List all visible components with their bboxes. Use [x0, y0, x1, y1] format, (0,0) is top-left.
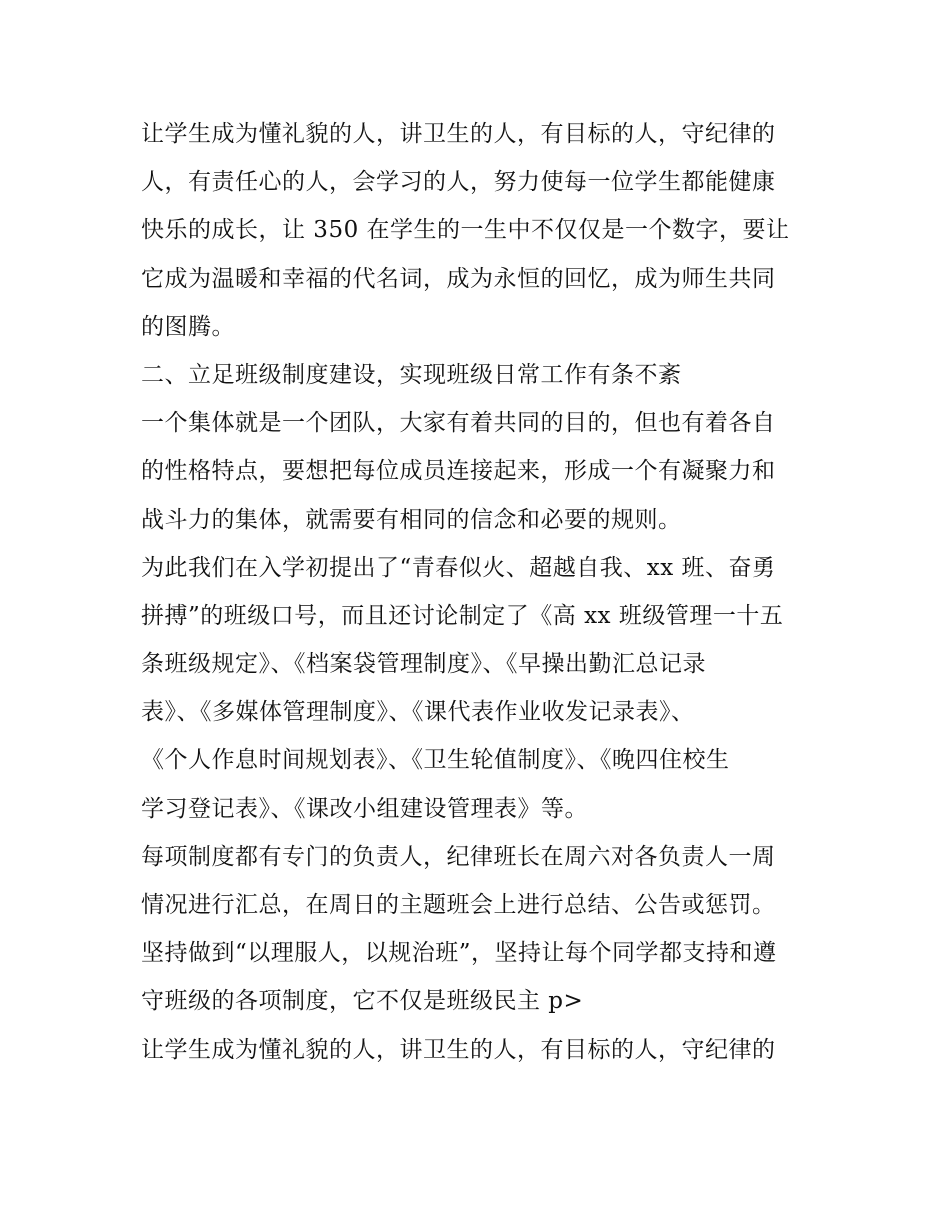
document-body	[141, 110, 821, 1074]
text-line: 情况进行汇总，在周日的主题班会上进行总结、公告或惩罚。	[141, 892, 776, 918]
text-line: 让学生成为懂礼貌的人，讲卫生的人，有目标的人，守纪律的	[141, 121, 776, 147]
text-line: 拼搏”的班级口号，而且还讨论制定了《高 xx 班级管理一十五	[141, 602, 784, 629]
text-line: 坚持做到“以理服人，以规治班”，坚持让每个同学都支持和遵	[141, 940, 777, 967]
text-line: 快乐的成长，让 350 在学生的一生中不仅仅是一个数字，要让	[141, 217, 790, 244]
text-line: 为此我们在入学初提出了“青春似火、超越自我、xx 班、奋勇	[141, 554, 776, 581]
text-line: 让学生成为懂礼貌的人，讲卫生的人，有目标的人，守纪律的	[141, 1036, 776, 1063]
text-line: 的图腾。	[141, 313, 235, 340]
text-line: 学习登记表》、《课改小组建设管理表》等。	[141, 795, 588, 822]
text-line: 《个人作息时间规划表》、《卫生轮值制度》、《晚四住校生	[141, 747, 730, 774]
text-line: 每项制度都有专门的负责人，纪律班长在周六对各负责人一周	[141, 843, 776, 870]
text-line: 人，有责任心的人，会学习的人，努力使每一位学生都能健康	[141, 169, 776, 196]
section-heading: 二、立足班级制度建设，实现班级日常工作有条不紊	[141, 361, 682, 388]
text-line: 条班级规定》、《档案袋管理制度》、《早操出勤汇总记录	[141, 651, 706, 678]
text-line: 表》、《多媒体管理制度》、《课代表作业收发记录表》、	[141, 699, 695, 726]
text-line: 战斗力的集体，就需要有相同的信念和必要的规则。	[141, 506, 682, 533]
text-line: 一个集体就是一个团队，大家有着共同的目的，但也有着各自	[141, 410, 776, 437]
text-line: 守班级的各项制度，它不仅是班级民主 p>	[141, 988, 584, 1015]
text-line: 的性格特点，要想把每位成员连接起来，形成一个有凝聚力和	[141, 458, 776, 485]
text-line: 它成为温暖和幸福的代名词，成为永恒的回忆，成为师生共同	[141, 265, 776, 292]
